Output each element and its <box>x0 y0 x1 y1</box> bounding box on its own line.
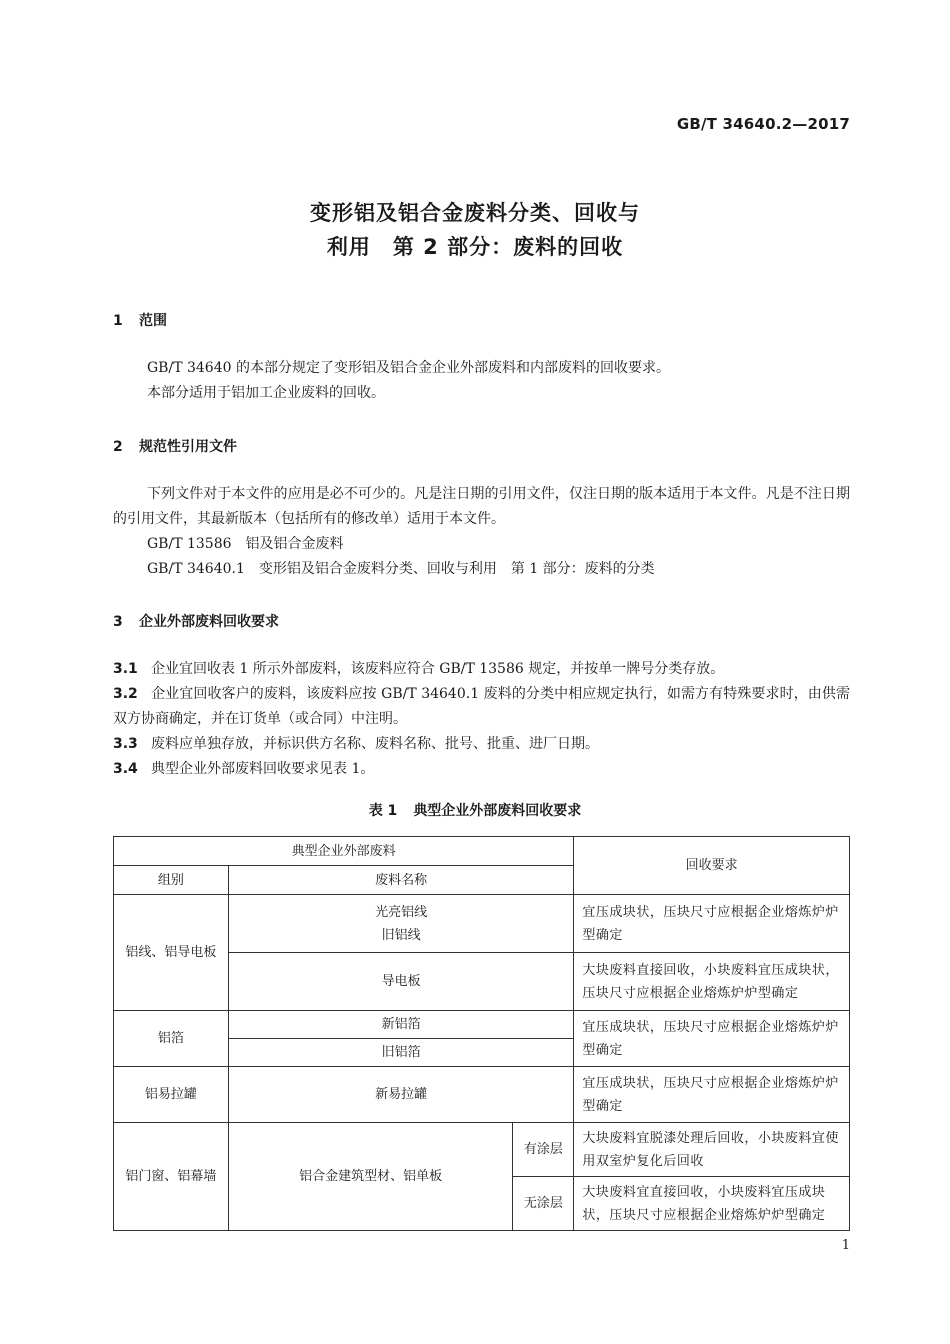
table-caption <box>0 800 950 820</box>
section-heading-scope <box>113 310 167 330</box>
section-number: 1 <box>113 313 123 329</box>
category-cell: 铝易拉罐 <box>114 1067 229 1123</box>
waste-name-cell: 铝合金建筑型材、铝单板 <box>228 1123 513 1231</box>
reference-item-2: GB/T 34640.1 变形铝及铝合金废料分类、回收与利用 第 1 部分：废料的分类 <box>147 561 655 577</box>
requirement-cell: 大块废料宜直接回收，小块废料宜压成块状，压块尺寸应根据企业熔炼炉炉型确定 <box>574 1177 850 1231</box>
clause-text: 企业宜回收表 1 所示外部废料，该废料应符合 GB/T 13586 规定，并按单一牌号分类存放。 <box>151 661 725 677</box>
category-cell: 铝线、铝导电板 <box>114 895 229 1011</box>
table-row <box>114 1011 850 1039</box>
table-caption-title: 典型企业外部废料回收要求 <box>413 803 582 819</box>
page-number: 1 <box>841 1238 850 1253</box>
clause-number: 3.2 <box>113 686 138 702</box>
clause-text: 典型企业外部废料回收要求见表 1。 <box>151 761 375 777</box>
requirement-cell: 大块废料宜脱漆处理后回收，小块废料宜使用双室炉复化后回收 <box>574 1123 850 1177</box>
standard-code: GB/T 34640.2—2017 <box>676 115 850 133</box>
section-title: 范围 <box>139 313 167 329</box>
section-number: 3 <box>113 614 123 630</box>
waste-name-line: 旧铝线 <box>381 927 421 943</box>
table-row <box>114 1067 850 1123</box>
clause-number: 3.4 <box>113 761 138 777</box>
clause-3-1 <box>113 657 850 682</box>
coating-cell: 有涂层 <box>513 1123 574 1177</box>
waste-name-line: 光亮铝线 <box>375 904 428 920</box>
category-cell: 铝门窗、铝幕墙 <box>114 1123 229 1231</box>
requirement-cell: 宜压成块状，压块尺寸应根据企业熔炼炉炉型确定 <box>574 1011 850 1067</box>
clause-number: 3.1 <box>113 661 138 677</box>
reference-item-1: GB/T 13586 铝及铝合金废料 <box>147 536 344 552</box>
waste-name-cell: 新铝箔 <box>228 1011 574 1039</box>
table-caption-number: 表 1 <box>368 803 398 819</box>
coating-cell: 无涂层 <box>513 1177 574 1231</box>
requirement-cell: 宜压成块状，压块尺寸应根据企业熔炼炉炉型确定 <box>574 1067 850 1123</box>
header-external-waste: 典型企业外部废料 <box>114 837 574 866</box>
section-heading-references <box>113 436 237 456</box>
table-row <box>114 895 850 953</box>
section-title: 企业外部废料回收要求 <box>139 614 279 630</box>
requirement-cell: 大块废料直接回收，小块废料宜压成块状，压块尺寸应根据企业熔炼炉炉型确定 <box>574 953 850 1011</box>
recovery-requirements-table <box>113 836 850 1231</box>
header-category: 组别 <box>114 866 229 895</box>
table-header-row <box>114 837 850 866</box>
header-requirement: 回收要求 <box>574 837 850 895</box>
clause-number: 3.3 <box>113 736 138 752</box>
section-heading-external <box>113 611 279 631</box>
scope-paragraph-1: GB/T 34640 的本部分规定了变形铝及铝合金企业外部废料和内部废料的回收要求。 <box>147 360 670 376</box>
clause-3-4 <box>113 757 850 782</box>
table-row <box>114 1123 850 1177</box>
waste-name-cell: 旧铝箔 <box>228 1039 574 1067</box>
scope-paragraph-2: 本部分适用于铝加工企业废料的回收。 <box>147 385 385 401</box>
clause-3-3 <box>113 732 850 757</box>
clause-text: 企业宜回收客户的废料，该废料应按 GB/T 34640.1 废料的分类中相应规定执行，如需方有特殊要求时，由供需双方协商确定，并在订货单（或合同）中注明。 <box>113 686 850 727</box>
clause-3-2 <box>113 682 850 732</box>
waste-name-cell: 导电板 <box>228 953 574 1011</box>
references-intro: 下列文件对于本文件的应用是必不可少的。凡是注日期的引用文件，仅注日期的版本适用于本文件。凡是不注日期的引用文件，其最新版本（包括所有的修改单）适用于本文件。 <box>113 486 850 527</box>
category-cell: 铝箔 <box>114 1011 229 1067</box>
title-line-1: 变形铝及铝合金废料分类、回收与 <box>310 201 640 225</box>
title-line-2: 利用 第 2 部分：废料的回收 <box>326 235 624 259</box>
section-number: 2 <box>113 439 123 455</box>
waste-name-cell <box>228 895 574 953</box>
header-waste-name: 废料名称 <box>228 866 574 895</box>
requirement-cell: 宜压成块状，压块尺寸应根据企业熔炼炉炉型确定 <box>574 895 850 953</box>
clause-text: 废料应单独存放，并标识供方名称、废料名称、批号、批重、进厂日期。 <box>151 736 599 752</box>
section-title: 规范性引用文件 <box>139 439 237 455</box>
waste-name-cell: 新易拉罐 <box>228 1067 574 1123</box>
